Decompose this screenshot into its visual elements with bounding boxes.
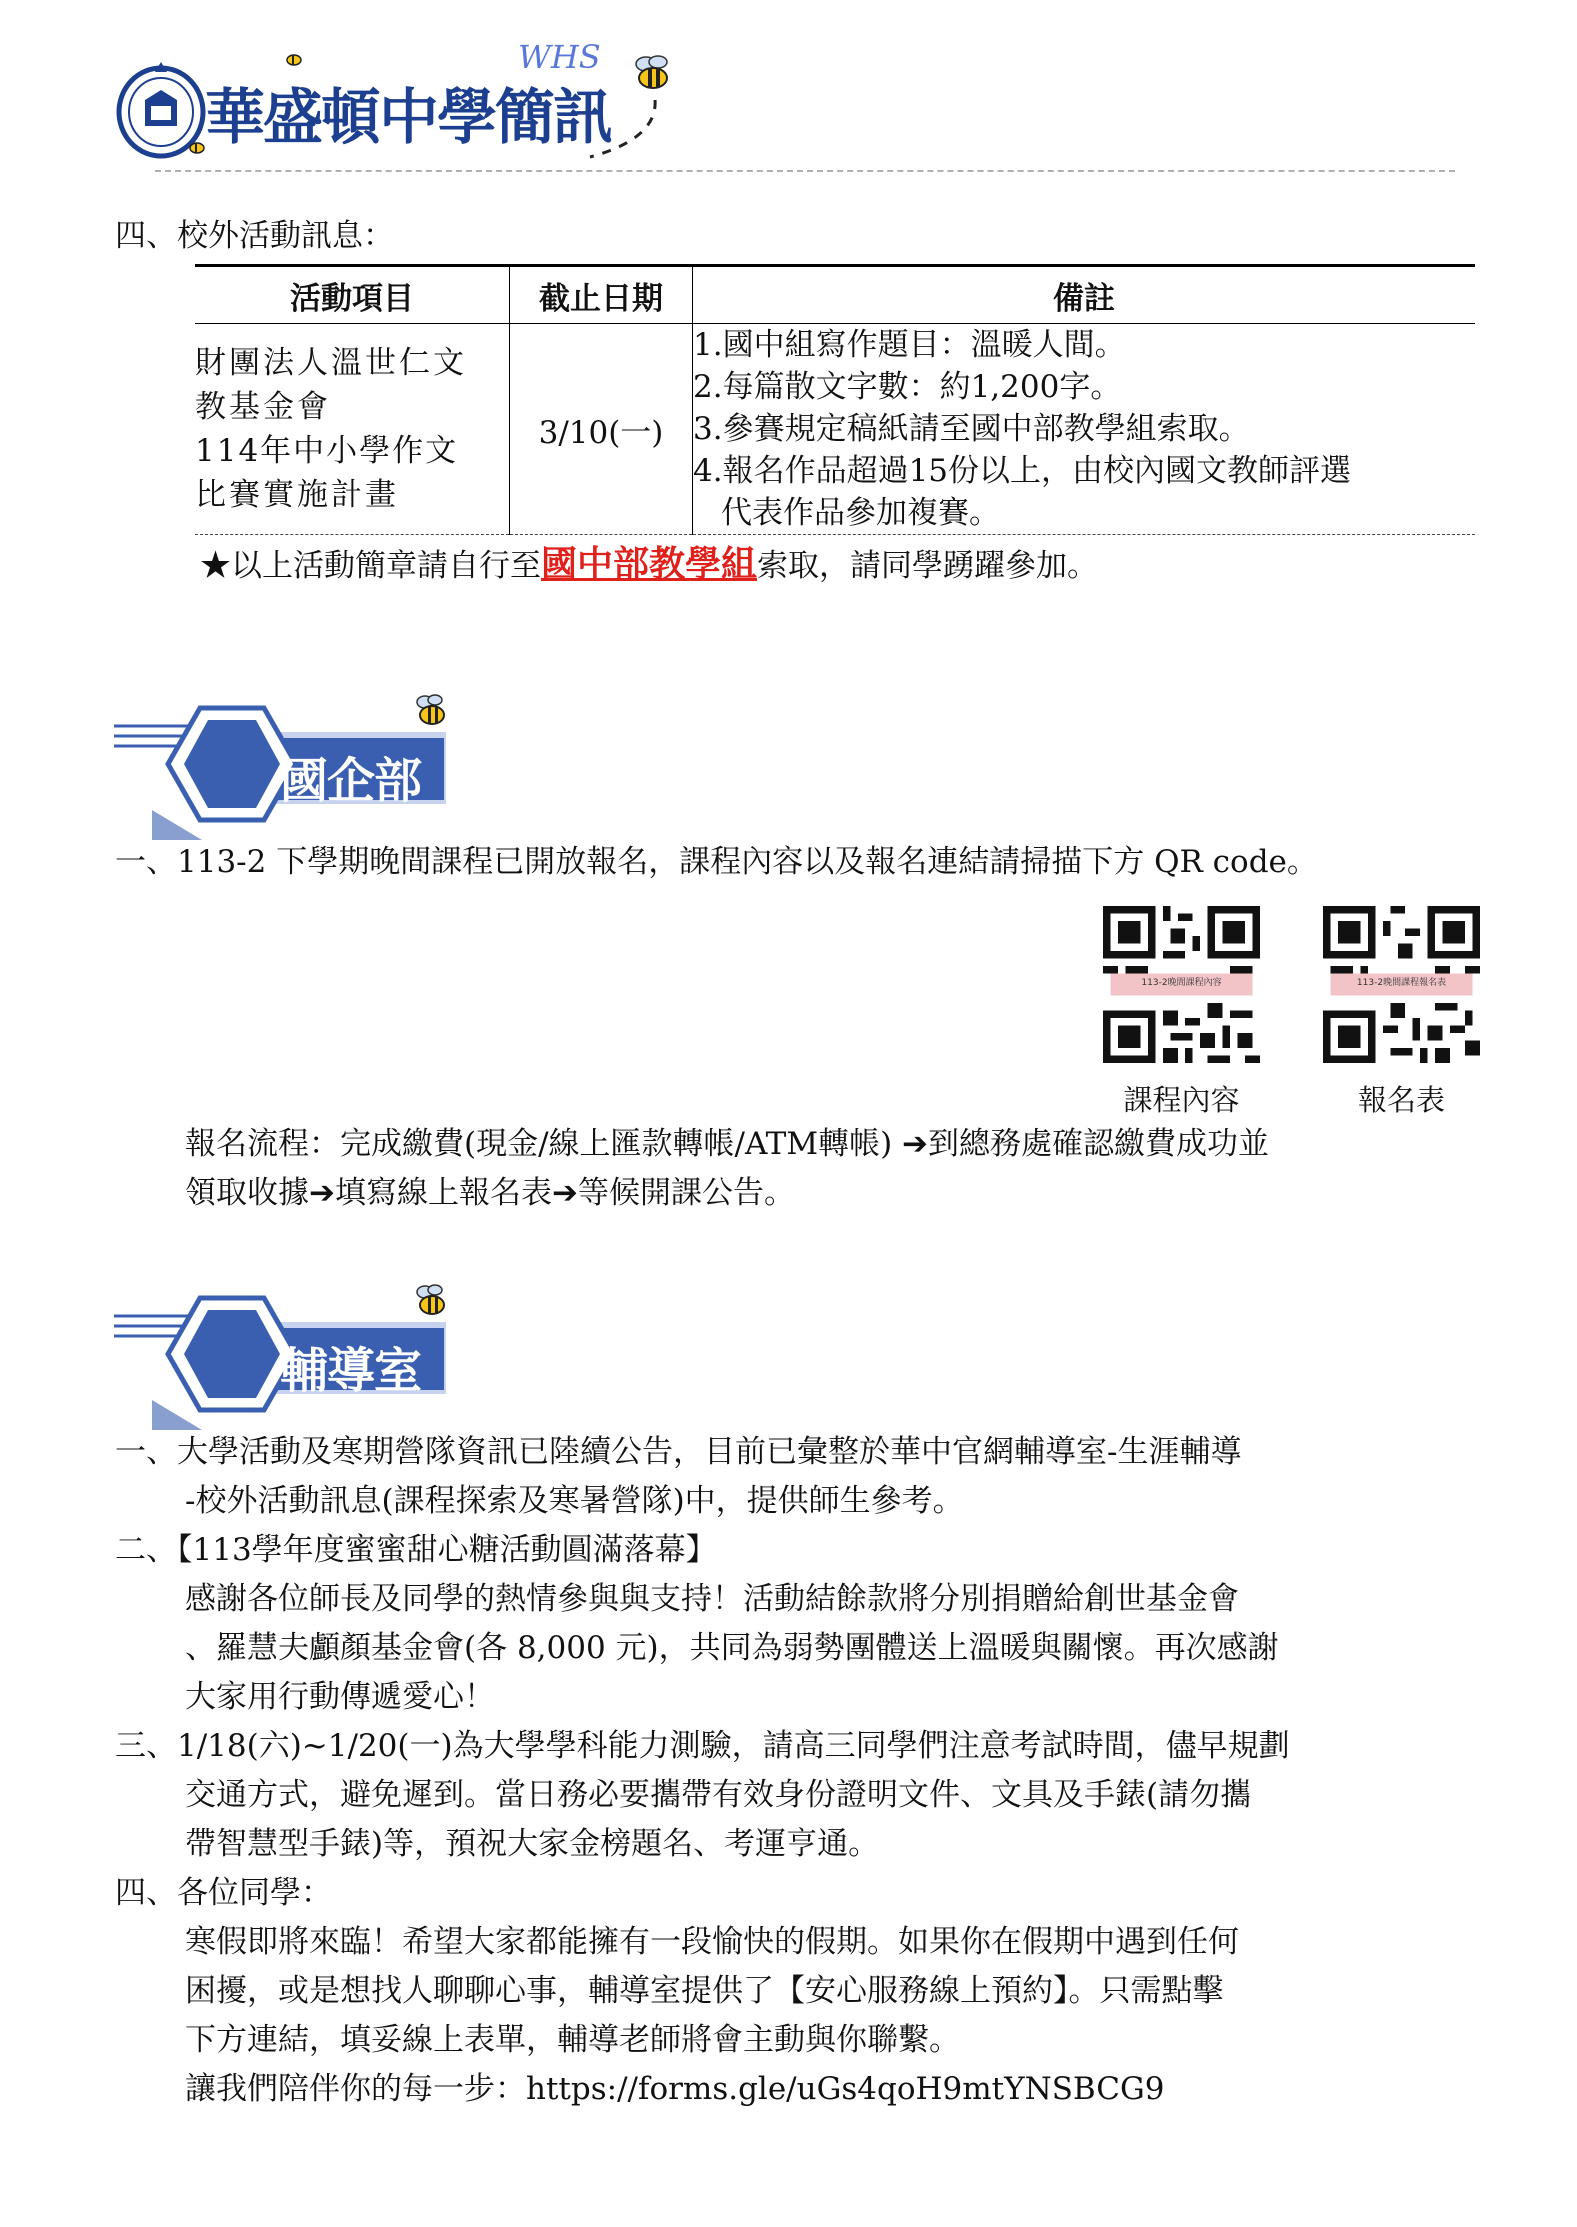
- table-header-deadline: 截止日期: [510, 266, 693, 324]
- fudao-line: 交通方式，避免遲到。當日務必要攜帶有效身份證明文件、文具及手錶(請勿攜: [185, 1777, 1252, 1813]
- bee-icon: [628, 52, 678, 92]
- header-divider: [155, 170, 1455, 172]
- activity-note: [200, 540, 1098, 591]
- activity-name-line: 財團法人溫世仁文: [195, 345, 467, 381]
- fudao-line: -校外活動訊息(課程探索及寒暑營隊)中，提供師生參考。: [185, 1483, 964, 1519]
- fudao-line: 困擾，或是想找人聊聊心事，輔導室提供了【安心服務線上預約】。只需點擊: [185, 1973, 1224, 2009]
- activity-note-suffix: 索取，請同學踴躍參加。: [757, 548, 1099, 584]
- note-line: 3.參賽規定稿紙請至國中部教學組索取。: [693, 411, 1250, 447]
- bee-trail-decoration: [585, 95, 665, 165]
- activity-note-highlight: 國中部教學組: [541, 543, 758, 585]
- fudao-item-3: [115, 1722, 1290, 1869]
- registration-process-line: 領取收據➔填寫線上報名表➔等候開課公告。: [185, 1175, 795, 1211]
- note-line: 4.報名作品超過15份以上，由校內國文教師評選: [693, 453, 1352, 489]
- table-row: [195, 324, 1475, 535]
- table-header-notes: 備註: [693, 266, 1476, 324]
- notes-cell: [693, 324, 1476, 535]
- fudao-item-4: [115, 1869, 1239, 2114]
- qr-inner-label: 113-2晚間課程報名表: [1356, 978, 1447, 988]
- fudao-line: 、羅慧夫顱顏基金會(各 8,000 元)，共同為弱勢團體送上溫暖與關懷。再次感謝: [185, 1630, 1279, 1666]
- bee-icon: [412, 692, 452, 728]
- registration-process-line: 報名流程：完成繳費(現金/線上匯款轉帳/ATM轉帳) ➔到總務處確認繳費成功並: [185, 1126, 1270, 1162]
- fudao-line: 一、大學活動及寒期營隊資訊已陸續公告，目前已彙整於華中官網輔導室-生涯輔導: [115, 1434, 1242, 1470]
- fudao-line: 四、各位同學：: [115, 1875, 332, 1911]
- bee-icon: [412, 1282, 452, 1318]
- fudao-line: 大家用行動傳遞愛心！: [185, 1679, 495, 1715]
- activity-name-line: 比賽實施計畫: [195, 477, 399, 513]
- fudao-line: 三、1/18(六)~1/20(一)為大學學科能力測驗，請高三同學們注意考試時間，儘早規劃: [115, 1728, 1290, 1764]
- small-bee-icon: [188, 140, 206, 154]
- qr-caption-course-content: 課程內容: [1123, 1083, 1240, 1117]
- section-badge-label: 輔導室: [280, 1343, 422, 1399]
- whs-badge-text: WHS: [518, 38, 601, 76]
- activity-name-cell: [195, 324, 510, 535]
- section-badge-guoqi: [112, 690, 472, 840]
- deadline-cell: 3/10(一): [510, 324, 693, 535]
- table-header-item: 活動項目: [195, 266, 510, 324]
- note-line: 代表作品參加複賽。: [721, 495, 1000, 531]
- section-badge-label: 國企部: [280, 753, 422, 809]
- fudao-line: 帶智慧型手錶)等，預祝大家金榜題名、考運亨通。: [185, 1826, 880, 1862]
- qr-inner-label: 113-2晚間課程內容: [1141, 978, 1222, 988]
- fudao-line: 二、【113學年度蜜蜜甜心糖活動圓滿落幕】: [115, 1532, 717, 1568]
- qr-caption-registration-form: 報名表: [1357, 1083, 1445, 1117]
- note-line: 2.每篇散文字數：約1,200字。: [693, 369, 1122, 405]
- table-header-row: [195, 266, 1475, 324]
- section-badge-fudao: [112, 1280, 472, 1430]
- fudao-line: 寒假即將來臨！希望大家都能擁有一段愉快的假期。如果你在假期中遇到任何: [185, 1924, 1239, 1960]
- fudao-line: 下方連結，填妥線上表單，輔導老師將會主動與你聯繫。: [185, 2022, 960, 2058]
- newsletter-title: 華盛頓中學簡訊: [205, 83, 611, 153]
- header: [0, 0, 1577, 180]
- activity-name-line: 114年中小學作文: [195, 433, 459, 469]
- small-bee-icon: [285, 52, 303, 66]
- section-heading: 四、校外活動訊息：: [115, 218, 394, 254]
- fudao-line: 感謝各位師長及同學的熱情參與與支持！活動結餘款將分別捐贈給創世基金會: [185, 1581, 1239, 1617]
- counseling-link-line[interactable]: 讓我們陪伴你的每一步：https://forms.gle/uGs4qoH9mtYNSBCG9: [185, 2071, 1165, 2107]
- guoqi-item-1: 一、113-2 下學期晚間課程已開放報名，課程內容以及報名連結請掃描下方 QR code。: [115, 844, 1318, 880]
- note-line: 1.國中組寫作題目：溫暖人間。: [693, 327, 1126, 363]
- activity-name-line: 教基金會: [195, 389, 331, 425]
- activity-note-prefix: ★以上活動簡章請自行至: [200, 548, 541, 584]
- fudao-item-2: [115, 1526, 1279, 1722]
- activity-table: [195, 264, 1475, 535]
- fudao-item-1: [115, 1428, 1241, 1526]
